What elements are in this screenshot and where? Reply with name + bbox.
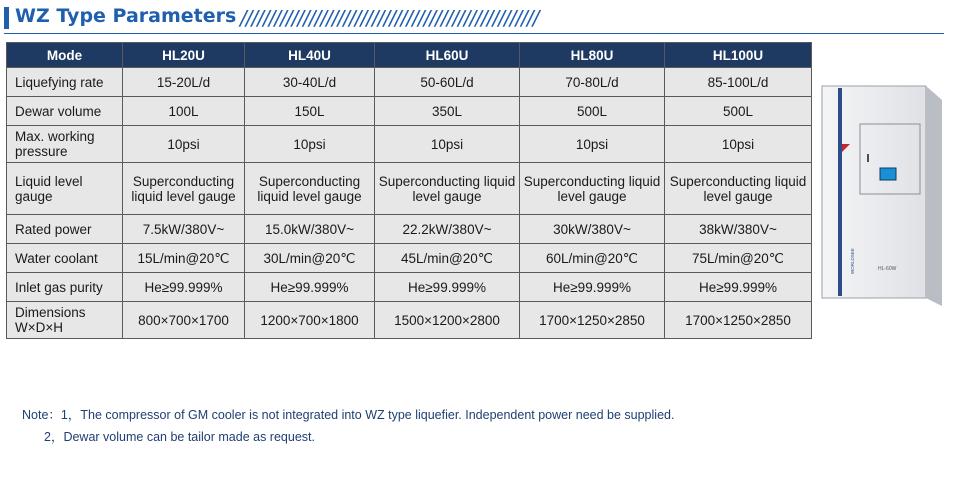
table-cell: He≥99.999% <box>665 273 812 302</box>
row-label: Liquid level gauge <box>7 163 123 215</box>
table-cell: 10psi <box>520 126 665 163</box>
model-label-text: HL-60W <box>878 266 897 272</box>
table-cell: 1500×1200×2800 <box>375 302 520 339</box>
table-row <box>7 163 812 215</box>
column-header: HL100U <box>665 43 812 68</box>
column-header: HL20U <box>123 43 245 68</box>
column-header: HL40U <box>245 43 375 68</box>
brand-logo-text: WORLDSEE <box>850 248 855 274</box>
row-label: Rated power <box>7 215 123 244</box>
table-cell: 15.0kW/380V~ <box>245 215 375 244</box>
table-cell: 38kW/380V~ <box>665 215 812 244</box>
table-cell: 60L/min@20℃ <box>520 244 665 273</box>
title-decoration: //////////////////////////////////////////////////// <box>240 6 539 30</box>
table-cell: 100L <box>123 97 245 126</box>
table-cell: He≥99.999% <box>245 273 375 302</box>
table-cell: 10psi <box>375 126 520 163</box>
table-cell: Superconducting liquid level gauge <box>665 163 812 215</box>
row-label: Liquefying rate <box>7 68 123 97</box>
row-label: Water coolant <box>7 244 123 273</box>
notes-section <box>22 404 674 448</box>
column-header: HL60U <box>375 43 520 68</box>
table-cell: 800×700×1700 <box>123 302 245 339</box>
table-cell: 50-60L/d <box>375 68 520 97</box>
row-label: Max. working pressure <box>7 126 123 163</box>
row-label: Dimensions W×D×H <box>7 302 123 339</box>
table-cell: 70-80L/d <box>520 68 665 97</box>
table-cell: 7.5kW/380V~ <box>123 215 245 244</box>
table-cell: Superconducting liquid level gauge <box>245 163 375 215</box>
table-cell: Superconducting liquid level gauge <box>375 163 520 215</box>
table-cell: He≥99.999% <box>123 273 245 302</box>
table-cell: 75L/min@20℃ <box>665 244 812 273</box>
row-label: Inlet gas purity <box>7 273 123 302</box>
table-cell: 30L/min@20℃ <box>245 244 375 273</box>
table-header-row <box>7 43 812 68</box>
title-accent-bar <box>4 7 9 29</box>
table-cell: 30kW/380V~ <box>520 215 665 244</box>
table-cell: 10psi <box>245 126 375 163</box>
section-header <box>0 2 958 32</box>
table-row <box>7 273 812 302</box>
table-row <box>7 68 812 97</box>
table-row <box>7 126 812 163</box>
column-header: Mode <box>7 43 123 68</box>
table-cell: 1700×1250×2850 <box>520 302 665 339</box>
table-cell: 350L <box>375 97 520 126</box>
table-cell: 150L <box>245 97 375 126</box>
table-row <box>7 97 812 126</box>
table-cell: 10psi <box>123 126 245 163</box>
table-row <box>7 244 812 273</box>
table-cell: 1200×700×1800 <box>245 302 375 339</box>
note-line-1: Note：1，The compressor of GM cooler is not integrated into WZ type liquefier. Independent power need be supplied. <box>22 408 675 422</box>
table-cell: 22.2kW/380V~ <box>375 215 520 244</box>
row-label: Dewar volume <box>7 97 123 126</box>
note-line-2: 2，Dewar volume can be tailor made as request. <box>44 430 315 444</box>
table-row <box>7 215 812 244</box>
table-cell: He≥99.999% <box>520 273 665 302</box>
column-header: HL80U <box>520 43 665 68</box>
parameters-table <box>6 42 812 339</box>
table-cell: 85-100L/d <box>665 68 812 97</box>
liquefier-cabinet-illustration <box>820 84 944 308</box>
table-cell: 15L/min@20℃ <box>123 244 245 273</box>
table-cell: 15-20L/d <box>123 68 245 97</box>
table-cell: 45L/min@20℃ <box>375 244 520 273</box>
table-cell: 500L <box>520 97 665 126</box>
title-underline <box>4 33 944 34</box>
table-cell: 500L <box>665 97 812 126</box>
table-cell: Superconducting liquid level gauge <box>520 163 665 215</box>
table-cell: 1700×1250×2850 <box>665 302 812 339</box>
page-title: WZ Type Parameters <box>15 5 237 27</box>
table-cell: 30-40L/d <box>245 68 375 97</box>
table-cell: Superconducting liquid level gauge <box>123 163 245 215</box>
table-cell: He≥99.999% <box>375 273 520 302</box>
table-row <box>7 302 812 339</box>
table-cell: 10psi <box>665 126 812 163</box>
